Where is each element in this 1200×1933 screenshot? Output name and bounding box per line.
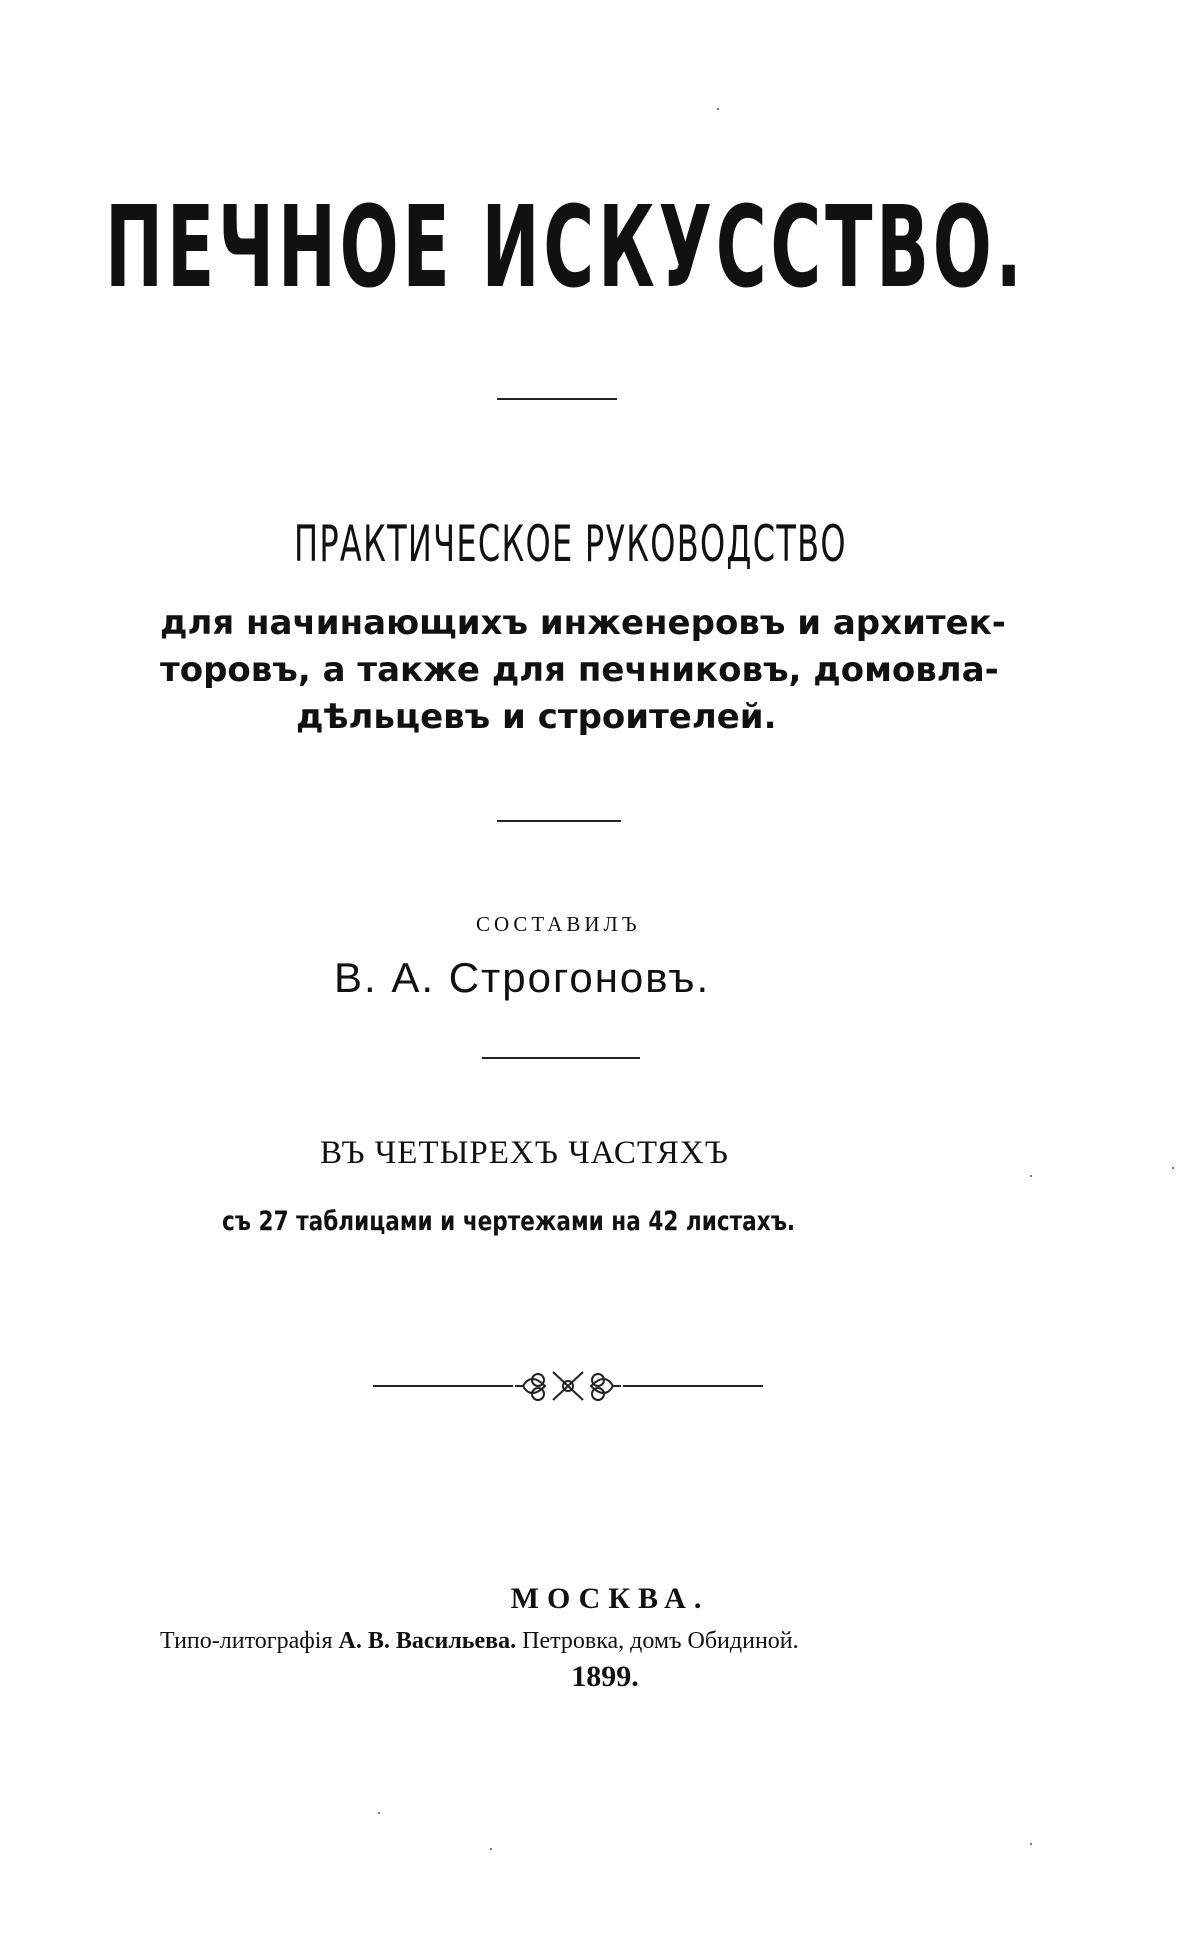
- paper-speck: [378, 1812, 380, 1814]
- printer-name: А. В. Васильева.: [338, 1628, 517, 1654]
- divider-rule: [482, 1057, 640, 1059]
- subtitle-heading: ПРАКТИЧЕСКОЕ РУКОВОДСТВО: [294, 515, 847, 573]
- paper-speck: [490, 1848, 492, 1850]
- printer-prefix: Типо-литографія: [160, 1628, 333, 1654]
- parts-note: ВЪ ЧЕТЫРЕХЪ ЧАСТЯХЪ: [320, 1135, 729, 1171]
- printer-address: Петровка, домъ Обидиной.: [522, 1628, 799, 1654]
- divider-rule: [497, 398, 617, 400]
- subtitle-line: дѣльцевъ и строителей.: [296, 697, 777, 737]
- subtitle-line: торовъ, а также для печниковъ, домовла-: [160, 650, 999, 690]
- imprint-printer: [160, 1628, 799, 1655]
- author-name: В. А. Строгоновъ.: [334, 954, 711, 1001]
- subtitle-line: для начинающихъ инженеровъ и архитек-: [160, 603, 1006, 643]
- paper-speck: [1172, 1167, 1174, 1169]
- composed-by-label: СОСТАВИЛЪ: [476, 912, 641, 936]
- tables-note: съ 27 таблицами и чертежами на 42 листахъ.: [222, 1206, 796, 1237]
- paper-speck: [1030, 1175, 1032, 1177]
- imprint-year: 1899.: [571, 1660, 639, 1693]
- book-title: ПЕЧНОЕ ИСКУССТВО.: [105, 183, 1026, 313]
- floral-ornament-icon: [373, 1364, 763, 1408]
- imprint-city: МОСКВА.: [510, 1582, 710, 1615]
- paper-speck: [1030, 1843, 1032, 1845]
- paper-speck: [717, 108, 719, 110]
- divider-rule: [497, 820, 621, 822]
